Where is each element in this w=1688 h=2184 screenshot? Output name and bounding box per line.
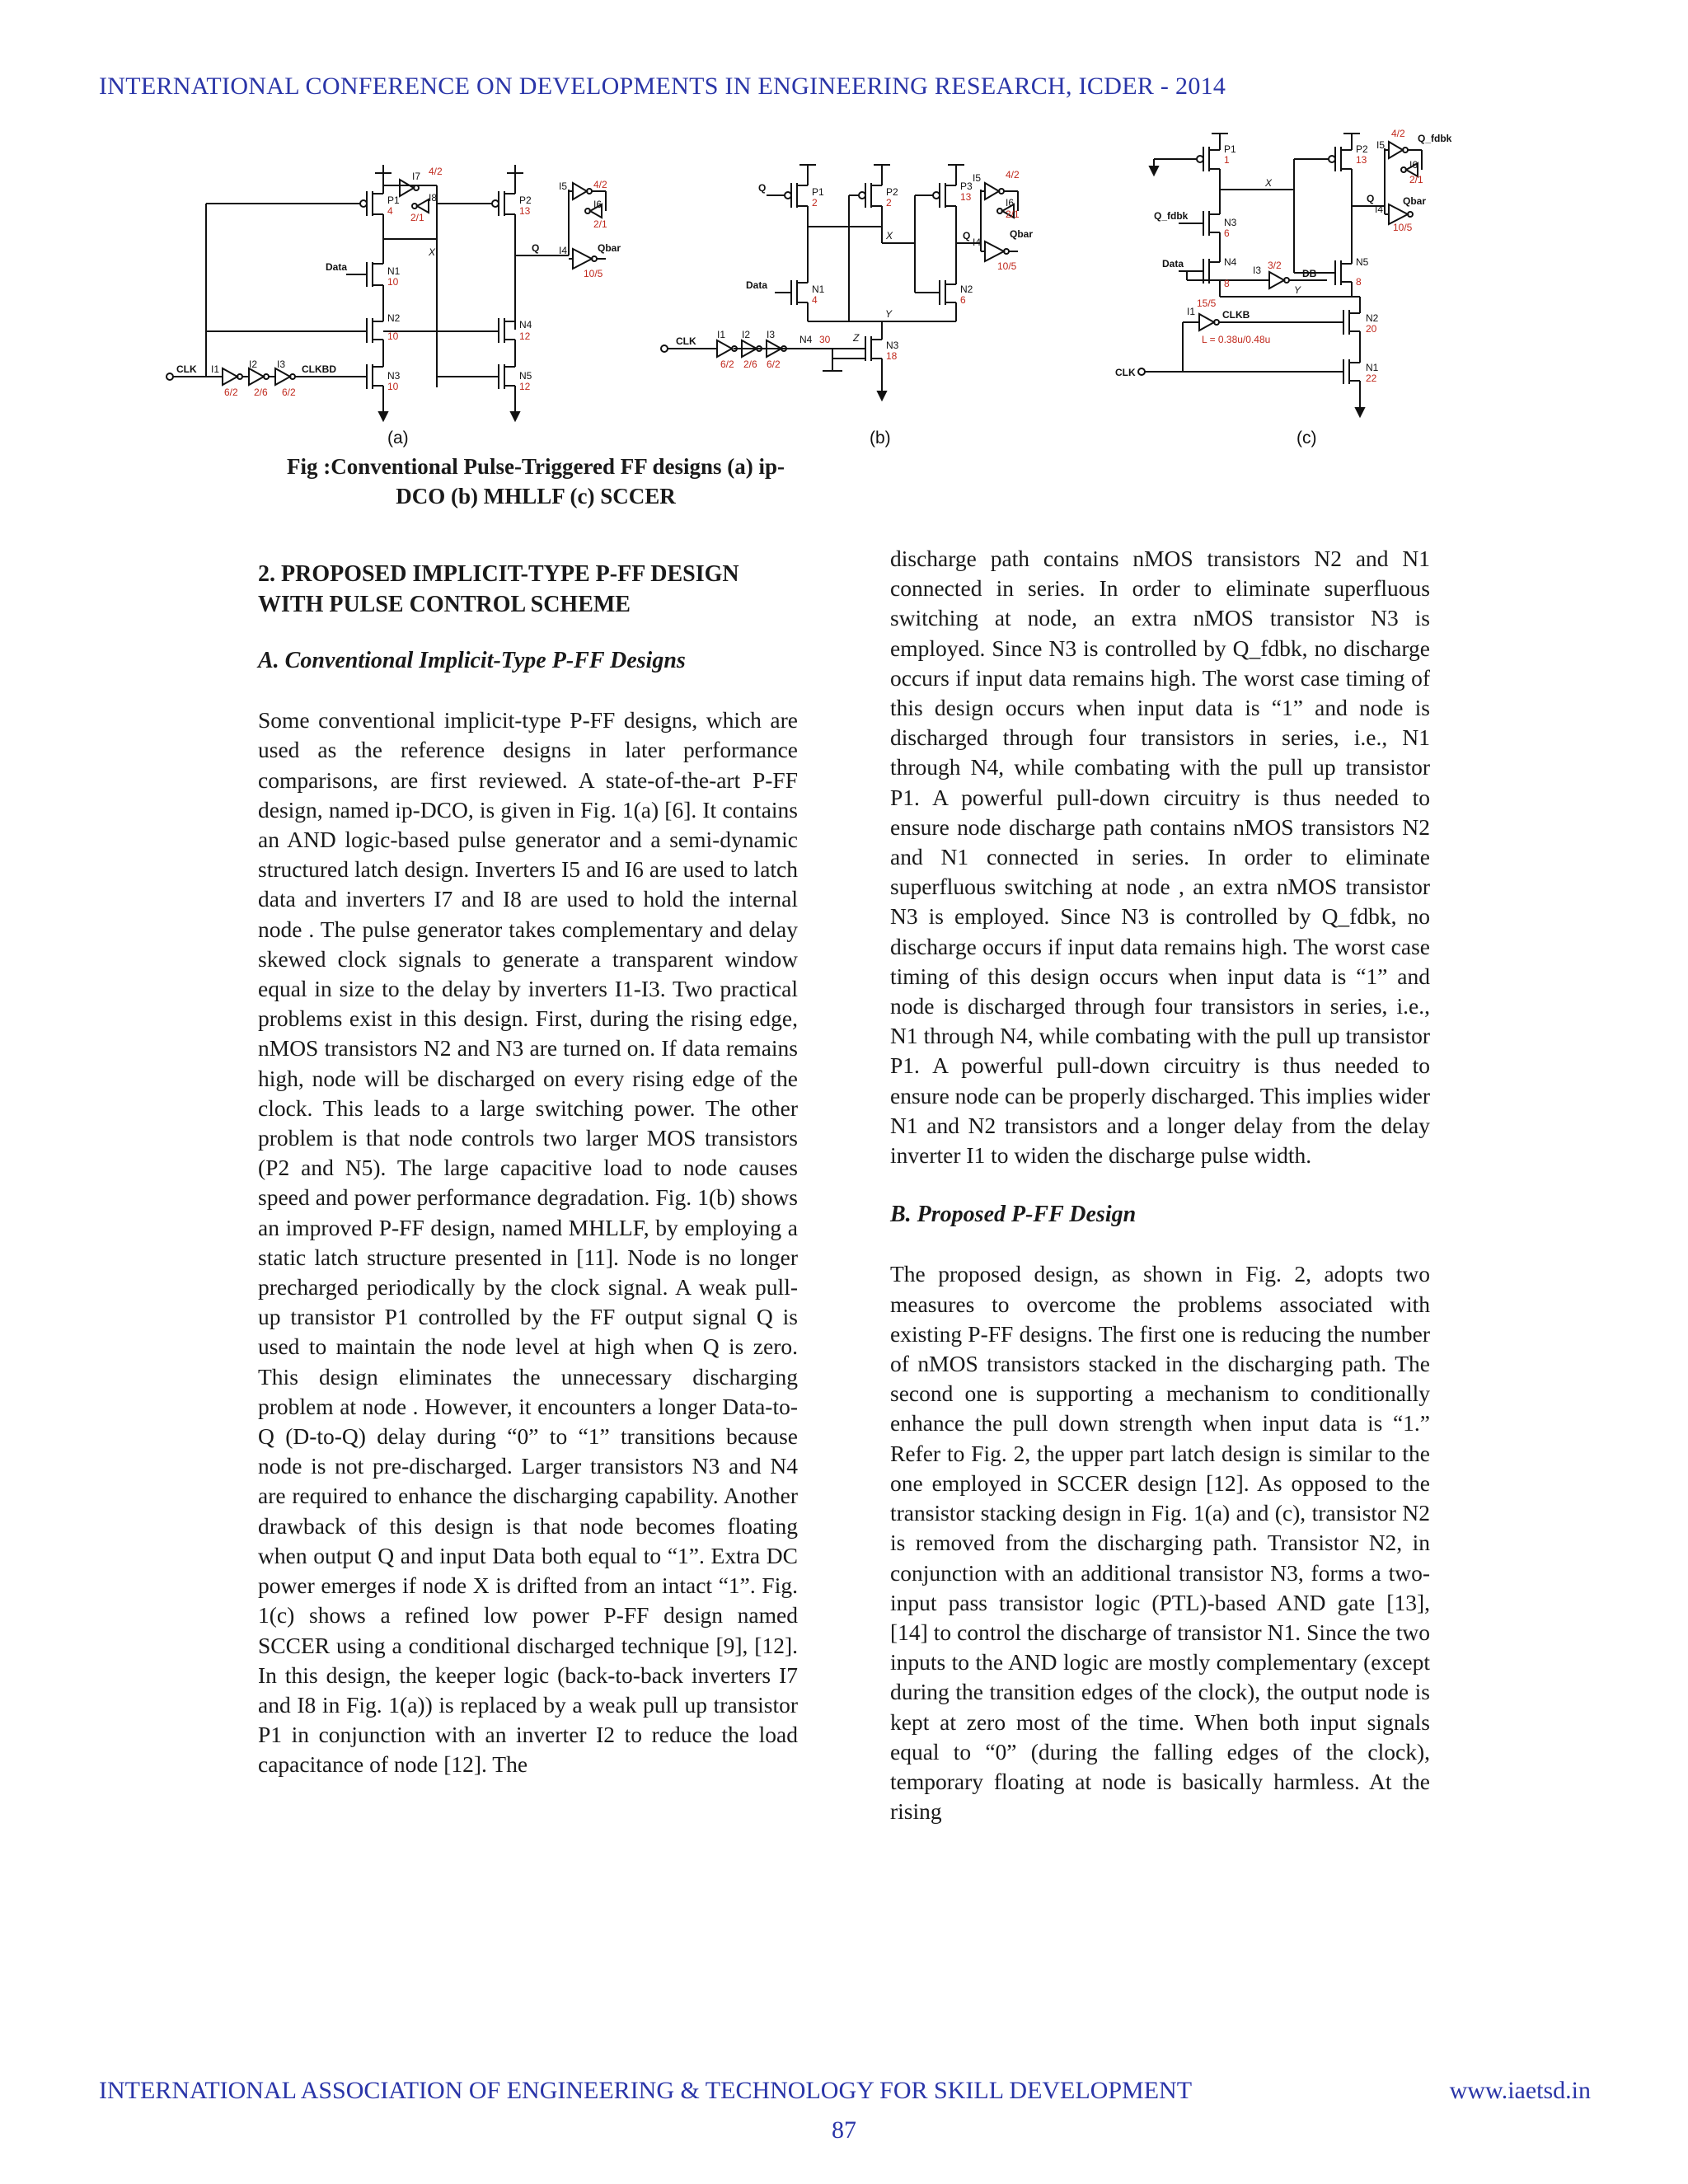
size-c-i5: 4/2: [1391, 128, 1405, 139]
size-a-i2: 2/6: [254, 387, 268, 398]
label-c-n5: N5: [1356, 256, 1369, 268]
label-b-i3: I3: [767, 329, 776, 340]
label-c-y: Y: [1294, 284, 1301, 296]
label-b-z: Z: [853, 332, 860, 344]
label-b-p1: P1: [812, 186, 824, 198]
left-paragraph: Some conventional implicit-type P-FF designs, which are used as the reference designs in later performance comparisons, are first reviewed. A state-of-the-art P-FF design, named ip-DCO, is given in Fig. 1(a) [6]. It contains an AND logic-based pulse generator and a semi-dynamic structured latch design. Inverters I5 and I6 are used to latch data and inverters I7 and I8 are used to hold the internal node . The pulse generator takes complementary and delay skewed clock signals to generate a transparent window equal in size to the delay by inverters I1-I3. Two practical problems exist in this design. First, during the rising edge, nMOS transistors N2 and N3 are turned on. If data remains high, node will be discharged on every rising edge of the clock. This leads to a large switching power. The other problem is that node controls two larger MOS transistors (P2 and N5). The large capacitive load to node causes speed and power performance degradation. Fig. 1(b) shows an improved P-FF design, named MHLLF, by employing a static latch structure presented in [11]. Node is no longer precharged periodically by the clock signal. A weak pull-up transistor P1 controlled by the FF output signal Q is used to maintain the node level at high when Q is zero. This design eliminates the unnecessary discharging problem at node . However, it encounters a longer Data-to-Q (D-to-Q) delay during “0” to “1” transitions because node is not pre-discharged. Larger transistors N3 and N4 are required to enhance the discharging capability. Another drawback of this design is that node becomes floating when output Q and input Data both equal to “1”. Extra DC power emerges if node X is drifted from an intact “1”. Fig. 1(c) shows a refined low power P-FF design named SCCER using a conditional discharged technique [9], [12]. In this design, the keeper logic (back-to-back inverters I7 and I8 in Fig. 1(a)) is replaced by a weak pull up transistor P1 in conjunction with an inverter I2 to reduce the load capacitance of node [12]. The: [258, 707, 798, 1778]
size-b-p1: 2: [812, 197, 818, 209]
label-b-n1: N1: [812, 284, 825, 295]
label-b-n3: N3: [886, 340, 899, 351]
size-b-i5: 4/2: [1006, 169, 1020, 180]
label-c-length: L = 0.38u/0.48u: [1202, 334, 1271, 345]
label-a-n5: N5: [519, 370, 532, 382]
size-c-p2: 13: [1356, 154, 1367, 166]
size-a-p1: 4: [387, 205, 393, 217]
section-title: 2. PROPOSED IMPLICIT-TYPE P-FF DESIGN WITH PULSE CONTROL SCHEME: [258, 561, 739, 617]
label-a-p2: P2: [519, 194, 532, 206]
size-a-i6: 2/1: [593, 218, 607, 230]
label-a-data: Data: [326, 261, 348, 273]
label-b-q: Q: [963, 230, 971, 241]
size-b-i3: 6/2: [767, 359, 781, 370]
label-b-i6: I6: [1006, 197, 1015, 209]
label-b-y: Y: [885, 308, 893, 320]
size-c-i4: 10/5: [1393, 222, 1413, 233]
label-c-i4: I4: [1375, 204, 1384, 215]
size-a-n5: 12: [519, 381, 531, 392]
label-a-n4: N4: [519, 319, 532, 330]
label-c-data: Data: [1162, 258, 1184, 269]
label-b-n2: N2: [960, 284, 973, 295]
size-a-i4: 10/5: [584, 268, 603, 279]
footer-organization: INTERNATIONAL ASSOCIATION OF ENGINEERING & TECHNOLOGY FOR SKILL DEVELOPMENT: [99, 2077, 1193, 2104]
label-b-i1: I1: [717, 329, 726, 340]
label-b-i5: I5: [973, 172, 982, 184]
label-a-i7: I7: [412, 171, 421, 182]
label-a-i5: I5: [559, 180, 568, 192]
label-c-i3: I3: [1253, 265, 1262, 276]
label-a-i8: I8: [429, 192, 438, 204]
label-a-i4: I4: [559, 245, 568, 256]
label-b-i2: I2: [742, 329, 751, 340]
label-b-data: Data: [746, 279, 768, 291]
label-a-x: X: [429, 246, 436, 258]
label-c-i5: I5: [1376, 139, 1386, 151]
label-a-p1: P1: [387, 194, 400, 206]
label-a-q: Q: [532, 242, 540, 254]
size-c-i3: 3/2: [1268, 260, 1282, 271]
label-c-i1: I1: [1187, 306, 1196, 317]
size-c-p1: 1: [1224, 154, 1230, 166]
size-a-n4: 12: [519, 330, 531, 342]
label-c-p1: P1: [1224, 143, 1236, 155]
label-c-qfdbk-out: Q_fdbk: [1418, 133, 1452, 144]
label-a-n2: N2: [387, 312, 401, 324]
size-b-p3: 13: [960, 191, 972, 203]
right-paragraph-2: The proposed design, as shown in Fig. 2, adopts two measures to overcome the problems associated with existing P-FF designs. The first one is reducing the number of nMOS transistors stacked in the discharging path. The second one is supporting a mechanism to conditionally enhance the pull down strength when input data is “1.” Refer to Fig. 2, the upper part latch design is similar to the one employed in SCCER design [12]. As opposed to the transistor stacking design in Fig. 1(a) and (c), transistor N2 is removed from the discharging path. Transistor N2, in conjunction with an additional transistor N3, forms a two-input pass transistor logic (PTL)-based AND gate [13], [14] to control the discharge of transistor N1. Since the two inputs to the AND logic are mostly complementary (except during the transition edges of the clock), the output node is kept at zero most of the time. When both input signals equal to “0” (during the falling edges of the clock), temporary floating at node is basically harmless. At the rising: [890, 1261, 1430, 1825]
label-a-n3: N3: [387, 370, 401, 382]
subsection-b-title: B. Proposed P-FF Design: [890, 1202, 1137, 1228]
caption-line-1: Fig :Conventional Pulse-Triggered FF designs (a) ip-: [287, 454, 785, 479]
size-b-p2: 2: [886, 197, 892, 209]
label-a-i2: I2: [249, 359, 258, 370]
size-c-n4: 8: [1224, 278, 1230, 289]
label-a-clk: CLK: [176, 363, 197, 375]
label-c-clk: CLK: [1115, 367, 1136, 378]
size-a-p2: 13: [519, 205, 531, 217]
label-b-p2: P2: [886, 186, 898, 198]
label-a-clkbd: CLKBD: [302, 363, 336, 375]
label-c-n2: N2: [1366, 312, 1379, 324]
label-c-n3: N3: [1224, 217, 1237, 228]
size-a-i1: 6/2: [224, 387, 238, 398]
running-header: INTERNATIONAL CONFERENCE ON DEVELOPMENTS IN ENGINEERING RESEARCH, ICDER - 2014: [99, 73, 1226, 100]
label-c-q: Q: [1367, 193, 1375, 204]
label-c-clkb: CLKB: [1222, 309, 1250, 321]
size-c-i6: 2/1: [1409, 174, 1423, 185]
page-number: 87: [832, 2116, 856, 2144]
size-c-n1: 22: [1366, 373, 1377, 384]
right-column: [890, 544, 1430, 1826]
size-b-n4: 30: [819, 334, 831, 345]
label-b-n4: N4: [799, 334, 813, 345]
size-a-i5: 4/2: [593, 179, 607, 190]
label-a-qbar: Qbar: [598, 242, 621, 254]
label-c-n1: N1: [1366, 362, 1379, 373]
label-b-i4: I4: [973, 237, 982, 248]
label-c-x: X: [1265, 177, 1273, 189]
footer-website: www.iaetsd.in: [1449, 2077, 1591, 2104]
size-b-n2: 6: [960, 294, 966, 306]
size-a-n1: 10: [387, 276, 399, 288]
label-b-p3: P3: [960, 180, 973, 192]
size-c-n5: 8: [1356, 276, 1362, 288]
label-a-i3: I3: [277, 359, 286, 370]
subfig-label-b: (b): [870, 429, 891, 448]
caption-line-2: DCO (b) MHLLF (c) SCCER: [396, 484, 676, 509]
size-b-i4: 10/5: [997, 260, 1017, 272]
subsection-a-title: A. Conventional Implicit-Type P-FF Designs: [258, 648, 686, 673]
size-a-n2: 10: [387, 330, 399, 342]
size-a-i8: 2/1: [410, 212, 424, 223]
size-a-n3: 10: [387, 381, 399, 392]
size-b-n3: 18: [886, 350, 898, 362]
subfig-label-a: (a): [387, 429, 409, 448]
label-c-db: DB: [1302, 268, 1317, 279]
size-a-i3: 6/2: [282, 387, 296, 398]
size-b-i6: 2/1: [1006, 209, 1020, 220]
label-c-qfdbk-in: Q_fdbk: [1154, 210, 1189, 222]
size-a-i7: 4/2: [429, 166, 443, 177]
label-a-i1: I1: [211, 363, 220, 375]
label-b-clk: CLK: [676, 335, 696, 347]
subfig-label-c: (c): [1296, 429, 1317, 448]
label-a-n1: N1: [387, 265, 401, 277]
label-c-i6: I6: [1409, 159, 1418, 171]
label-b-qbar: Qbar: [1010, 228, 1034, 240]
figure-caption: [247, 452, 824, 511]
size-c-n3: 6: [1224, 227, 1230, 239]
size-b-n1: 4: [812, 294, 818, 306]
label-b-x: X: [886, 230, 893, 241]
label-b-q-in: Q: [758, 182, 767, 194]
label-c-p2: P2: [1356, 143, 1368, 155]
right-paragraph-1: discharge path contains nMOS transistors N2 and N1 connected in series. In order to eliminate superfluous switching at node, an extra nMOS transistor N3 is employed. Since N3 is controlled by Q_fdbk, no discharge occurs if input data remains high. The worst case timing of this design occurs when input data is “1” and node is discharged through four transistors in series, i.e., N1 through N4, while combating with the pull up transistor P1. A powerful pull-down circuitry is thus needed to ensure node discharge path contains nMOS transistors N2 and N1 connected in series. In order to eliminate superfluous switching at node , an extra nMOS transistor N3 is employed. Since N3 is controlled by Q_fdbk, no discharge occurs if input data remains high. The worst case timing of this design occurs when input data is “1” and node is discharged through four transistors in series, i.e., N1 through N4, while combating with the pull up transistor P1. A powerful pull-down circuitry is thus needed to ensure node can be properly discharged. This implies wider N1 and N2 transistors and a longer delay from the delay inverter I1 to widen the discharge pulse width.: [890, 546, 1430, 1169]
size-c-n2: 20: [1366, 323, 1377, 335]
size-b-i1: 6/2: [720, 359, 734, 370]
label-c-n4: N4: [1224, 256, 1237, 268]
size-c-i1: 15/5: [1197, 298, 1217, 309]
size-b-i2: 2/6: [743, 359, 757, 370]
label-a-i6: I6: [593, 199, 603, 210]
left-column: [258, 549, 798, 1780]
label-c-qbar: Qbar: [1403, 195, 1427, 207]
figure-circuits: [157, 124, 1452, 453]
